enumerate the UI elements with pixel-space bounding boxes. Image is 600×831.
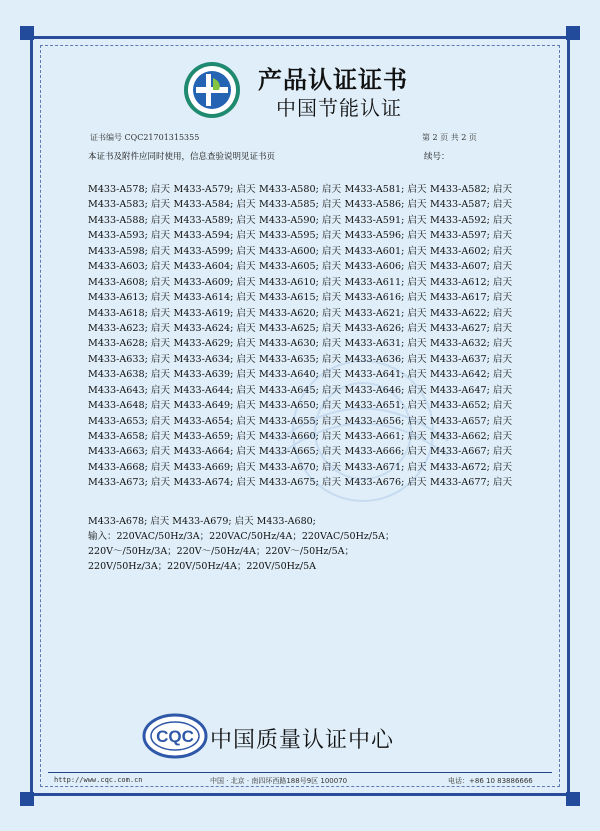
model-entry: M433-A592; 启天 bbox=[430, 214, 513, 226]
model-entry: M433-A666; 启天 bbox=[344, 446, 427, 458]
model-entry: M433-A664; 启天 bbox=[173, 446, 256, 458]
model-entry: M433-A582; 启天 bbox=[430, 184, 513, 195]
model-entry: M433-A618; 启天 bbox=[88, 307, 171, 319]
input-line: 220V～/50Hz/3A；220V～/50Hz/4A；220V～/50Hz/5A； bbox=[88, 546, 355, 557]
model-entry: M433-A653; 启天 bbox=[88, 415, 171, 427]
model-entry: M433-A616; 启天 bbox=[344, 292, 427, 304]
serial-label: 续号： bbox=[424, 152, 450, 162]
model-entry: M433-A604; 启天 bbox=[173, 261, 256, 273]
model-entry: M433-A655; 启天 bbox=[259, 415, 342, 427]
model-row bbox=[88, 475, 518, 490]
model-entry: M433-A615; 启天 bbox=[259, 292, 342, 304]
footer-phone: 电话：+86 10 83886666 bbox=[448, 777, 533, 785]
model-entry: M433-A634; 启天 bbox=[173, 353, 256, 365]
model-entry: M433-A624; 启天 bbox=[173, 322, 256, 334]
verification-note: 本证书及附件应同时使用，信息查验说明见证书页 bbox=[88, 152, 276, 162]
model-entry: M433-A659; 启天 bbox=[173, 431, 256, 442]
certificate-subtitle: 中国节能认证 bbox=[276, 96, 402, 120]
cqc-logo bbox=[142, 712, 208, 760]
model-entry: M433-A608; 启天 bbox=[88, 276, 171, 288]
model-row bbox=[88, 444, 518, 459]
model-entry: M433-A621; 启天 bbox=[344, 307, 427, 319]
model-entry: M433-A639; 启天 bbox=[173, 369, 256, 381]
model-row bbox=[88, 290, 518, 305]
model-entry: M433-A633; 启天 bbox=[88, 353, 171, 365]
model-entry: M433-A601; 启天 bbox=[344, 245, 427, 257]
model-entry: M433-A661; 启天 bbox=[344, 431, 427, 442]
model-row bbox=[88, 429, 518, 444]
model-entry: M433-A652; 启天 bbox=[430, 400, 513, 412]
model-entry: M433-A668; 启天 bbox=[88, 461, 171, 473]
model-entry: M433-A640; 启天 bbox=[259, 369, 342, 381]
model-entry: M433-A651; 启天 bbox=[344, 400, 427, 412]
model-entry: M433-A658; 启天 bbox=[88, 431, 171, 442]
corner-decoration bbox=[20, 792, 34, 806]
model-entry: M433-A619; 启天 bbox=[173, 307, 256, 319]
model-entry: M433-A612; 启天 bbox=[430, 276, 513, 288]
cqc-logo-text: CQC bbox=[156, 727, 194, 746]
model-entry: M433-A671; 启天 bbox=[344, 461, 427, 473]
model-entry: M433-A583; 启天 bbox=[88, 199, 171, 211]
model-entry: M433-A677; 启天 bbox=[430, 477, 513, 489]
certificate-number: 证书编号 CQC21701315355 bbox=[90, 133, 200, 142]
model-entry: M433-A623; 启天 bbox=[88, 322, 171, 334]
footer-url: http://www.cqc.com.cn bbox=[54, 776, 143, 784]
organization-name: 中国质量认证中心 bbox=[210, 728, 395, 753]
model-entry: M433-A620; 启天 bbox=[259, 307, 342, 319]
model-entry: M433-A648; 启天 bbox=[88, 400, 171, 412]
model-entry: M433-A629; 启天 bbox=[173, 338, 256, 350]
model-row bbox=[88, 275, 518, 290]
model-entry: M433-A613; 启天 bbox=[88, 292, 171, 304]
input-specifications bbox=[88, 514, 395, 574]
model-list bbox=[88, 182, 518, 491]
model-entry: M433-A636; 启天 bbox=[344, 353, 427, 365]
model-entry: M433-A660; 启天 bbox=[259, 431, 342, 442]
model-entry: M433-A637; 启天 bbox=[430, 353, 513, 365]
model-entry: M433-A669; 启天 bbox=[173, 461, 256, 473]
input-line: 220V/50Hz/3A；220V/50Hz/4A；220V/50Hz/5A bbox=[88, 561, 317, 572]
model-entry: M433-A605; 启天 bbox=[259, 261, 342, 273]
model-entry: M433-A622; 启天 bbox=[430, 307, 513, 319]
model-row bbox=[88, 383, 518, 398]
model-entry: M433-A645; 启天 bbox=[259, 384, 342, 396]
corner-decoration bbox=[566, 26, 580, 40]
model-entry: M433-A642; 启天 bbox=[430, 369, 513, 381]
model-row bbox=[88, 321, 518, 336]
footer-divider bbox=[48, 772, 552, 773]
model-entry: M433-A667; 启天 bbox=[430, 446, 513, 458]
model-entry: M433-A597; 启天 bbox=[430, 230, 513, 242]
model-entry: M433-A606; 启天 bbox=[344, 261, 427, 273]
model-row bbox=[88, 197, 518, 212]
model-entry: M433-A657; 启天 bbox=[430, 415, 513, 427]
model-entry: M433-A675; 启天 bbox=[259, 477, 342, 489]
model-entry: M433-A649; 启天 bbox=[173, 400, 256, 412]
corner-decoration bbox=[20, 26, 34, 40]
model-entry: M433-A610; 启天 bbox=[259, 276, 342, 288]
model-entry: M433-A628; 启天 bbox=[88, 338, 171, 350]
model-entry: M433-A617; 启天 bbox=[430, 292, 513, 304]
model-row bbox=[88, 244, 518, 259]
model-row bbox=[88, 182, 518, 197]
energy-certification-logo bbox=[182, 60, 242, 120]
model-row bbox=[88, 213, 518, 228]
model-row bbox=[88, 336, 518, 351]
model-entry: M433-A595; 启天 bbox=[259, 230, 342, 242]
model-entry: M433-A644; 启天 bbox=[173, 384, 256, 396]
model-list-tail: M433-A678; 启天 M433-A679; 启天 M433-A680; bbox=[88, 516, 316, 527]
model-entry: M433-A594; 启天 bbox=[173, 230, 256, 242]
model-entry: M433-A578; 启天 bbox=[88, 184, 171, 195]
model-entry: M433-A609; 启天 bbox=[173, 276, 256, 288]
model-entry: M433-A600; 启天 bbox=[259, 245, 342, 257]
model-entry: M433-A591; 启天 bbox=[344, 214, 427, 226]
model-entry: M433-A588; 启天 bbox=[88, 214, 171, 226]
model-row bbox=[88, 414, 518, 429]
model-entry: M433-A673; 启天 bbox=[88, 477, 171, 489]
model-entry: M433-A580; 启天 bbox=[259, 184, 342, 195]
model-entry: M433-A650; 启天 bbox=[259, 400, 342, 412]
model-row bbox=[88, 306, 518, 321]
model-entry: M433-A635; 启天 bbox=[259, 353, 342, 365]
model-entry: M433-A632; 启天 bbox=[430, 338, 513, 350]
model-row bbox=[88, 460, 518, 475]
model-row bbox=[88, 367, 518, 382]
model-entry: M433-A599; 启天 bbox=[173, 245, 256, 257]
model-entry: M433-A663; 启天 bbox=[88, 446, 171, 458]
model-entry: M433-A625; 启天 bbox=[259, 322, 342, 334]
model-entry: M433-A581; 启天 bbox=[344, 184, 427, 195]
model-entry: M433-A638; 启天 bbox=[88, 369, 171, 381]
model-entry: M433-A607; 启天 bbox=[430, 261, 513, 273]
certificate-title: 产品认证证书 bbox=[258, 66, 408, 94]
model-entry: M433-A626; 启天 bbox=[344, 322, 427, 334]
model-entry: M433-A589; 启天 bbox=[173, 214, 256, 226]
model-entry: M433-A647; 启天 bbox=[430, 384, 513, 396]
model-entry: M433-A602; 启天 bbox=[430, 245, 513, 257]
model-entry: M433-A596; 启天 bbox=[344, 230, 427, 242]
model-entry: M433-A630; 启天 bbox=[259, 338, 342, 350]
model-entry: M433-A662; 启天 bbox=[430, 431, 513, 442]
model-entry: M433-A603; 启天 bbox=[88, 261, 171, 273]
model-row bbox=[88, 259, 518, 274]
model-entry: M433-A593; 启天 bbox=[88, 230, 171, 242]
model-entry: M433-A654; 启天 bbox=[173, 415, 256, 427]
model-entry: M433-A665; 启天 bbox=[259, 446, 342, 458]
model-entry: M433-A631; 启天 bbox=[344, 338, 427, 350]
corner-decoration bbox=[566, 792, 580, 806]
model-entry: M433-A672; 启天 bbox=[430, 461, 513, 473]
model-entry: M433-A585; 启天 bbox=[259, 199, 342, 211]
model-entry: M433-A646; 启天 bbox=[344, 384, 427, 396]
model-entry: M433-A676; 启天 bbox=[344, 477, 427, 489]
model-entry: M433-A643; 启天 bbox=[88, 384, 171, 396]
model-entry: M433-A611; 启天 bbox=[344, 276, 427, 288]
model-entry: M433-A598; 启天 bbox=[88, 245, 171, 257]
footer-address: 中国 · 北京 · 南四环西路188号9区 100070 bbox=[210, 777, 348, 785]
model-row bbox=[88, 398, 518, 413]
model-entry: M433-A586; 启天 bbox=[344, 199, 427, 211]
model-row bbox=[88, 352, 518, 367]
model-entry: M433-A590; 启天 bbox=[259, 214, 342, 226]
model-entry: M433-A627; 启天 bbox=[430, 322, 513, 334]
model-entry: M433-A641; 启天 bbox=[344, 369, 427, 381]
model-entry: M433-A584; 启天 bbox=[173, 199, 256, 211]
model-entry: M433-A674; 启天 bbox=[173, 477, 256, 489]
page-info: 第 2 页 共 2 页 bbox=[422, 133, 477, 142]
input-line: 输入：220VAC/50Hz/3A；220VAC/50Hz/4A；220VAC/50Hz/5A； bbox=[88, 531, 395, 542]
model-entry: M433-A670; 启天 bbox=[259, 461, 342, 473]
model-entry: M433-A579; 启天 bbox=[173, 184, 256, 195]
model-entry: M433-A614; 启天 bbox=[173, 292, 256, 304]
model-entry: M433-A587; 启天 bbox=[430, 199, 513, 211]
model-row bbox=[88, 228, 518, 243]
model-entry: M433-A656; 启天 bbox=[344, 415, 427, 427]
